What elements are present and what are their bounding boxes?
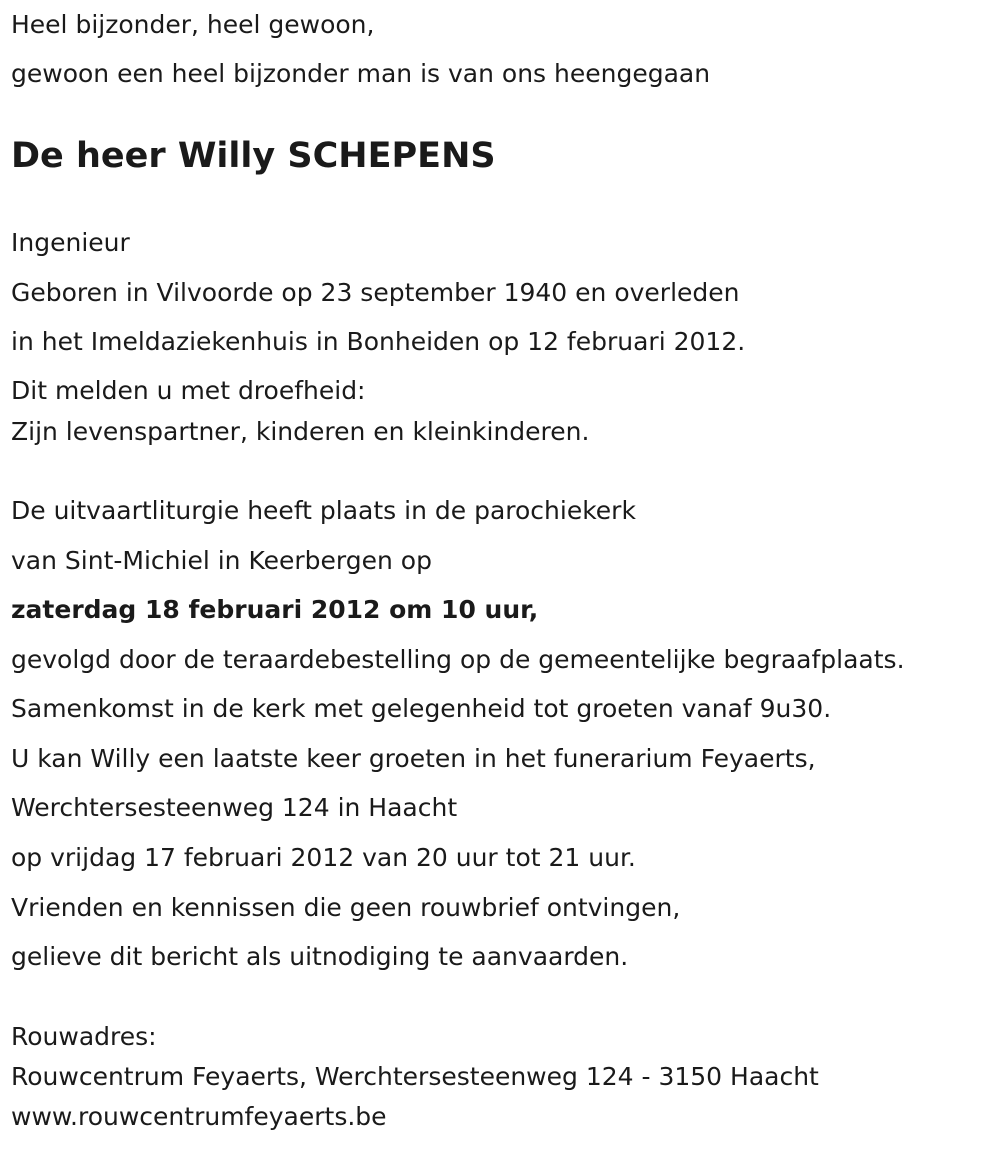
ceremony-line-1: De uitvaartliturgie heeft plaats in de parochiekerk xyxy=(11,496,636,525)
address-line: Rouwcentrum Feyaerts, Werchtersesteenweg 124 - 3150 Haacht xyxy=(11,1062,819,1091)
intro-line-1: Heel bijzonder, heel gewoon, xyxy=(11,10,375,39)
deceased-name: De heer Willy SCHEPENS xyxy=(11,136,496,176)
address-label: Rouwadres: xyxy=(11,1022,157,1051)
ceremony-line-9: Vrienden en kennissen die geen rouwbrief ontvingen, xyxy=(11,893,681,922)
ceremony-datetime: zaterdag 18 februari 2012 om 10 uur, xyxy=(11,595,539,624)
ceremony-line-7: Werchtersesteenweg 124 in Haacht xyxy=(11,793,458,822)
ceremony-line-2: van Sint-Michiel in Keerbergen op xyxy=(11,546,432,575)
ceremony-line-5: Samenkomst in de kerk met gelegenheid tot groeten vanaf 9u30. xyxy=(11,694,832,723)
ceremony-line-8: op vrijdag 17 februari 2012 van 20 uur tot 21 uur. xyxy=(11,843,636,872)
ceremony-line-10: gelieve dit bericht als uitnodiging te aanvaarden. xyxy=(11,942,629,971)
ceremony-line-4: gevolgd door de teraardebestelling op de gemeentelijke begraafplaats. xyxy=(11,645,905,674)
announcers-line-2: Zijn levenspartner, kinderen en kleinkinderen. xyxy=(11,417,590,446)
announcers-line-1: Dit melden u met droefheid: xyxy=(11,376,366,405)
address-website: www.rouwcentrumfeyaerts.be xyxy=(11,1102,387,1131)
intro-line-2: gewoon een heel bijzonder man is van ons heengegaan xyxy=(11,59,711,88)
ceremony-line-6: U kan Willy een laatste keer groeten in het funerarium Feyaerts, xyxy=(11,744,816,773)
death-line: in het Imeldaziekenhuis in Bonheiden op 12 februari 2012. xyxy=(11,327,746,356)
profession: Ingenieur xyxy=(11,228,130,257)
birth-line: Geboren in Vilvoorde op 23 september 1940 en overleden xyxy=(11,278,740,307)
